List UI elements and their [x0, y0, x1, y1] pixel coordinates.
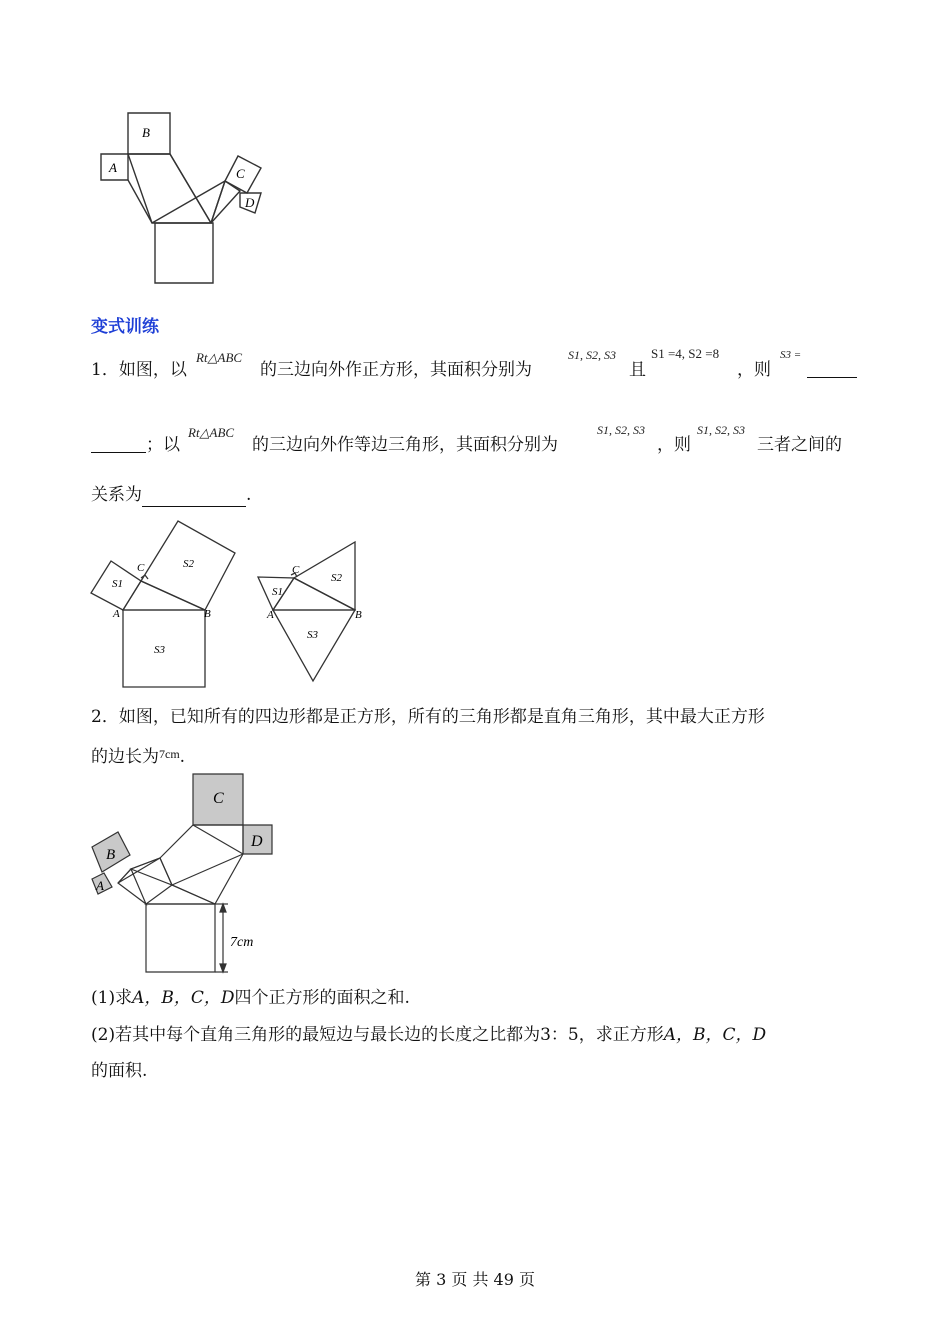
fig2-right-a: A: [267, 609, 274, 621]
q2-line2-prefix: 的边长为: [91, 747, 159, 767]
fig2-left-s3: S3: [154, 644, 165, 656]
q1-then: ，则: [737, 360, 771, 380]
q2-edge-length: 7cm: [159, 747, 180, 761]
q1-s3-eq: S3 =: [780, 349, 802, 361]
fig1-label-a: A: [109, 160, 117, 175]
section-heading: 变式训练: [91, 317, 159, 337]
fig3-label-c: C: [213, 790, 224, 807]
q1-answer-blank-2[interactable]: [142, 486, 246, 507]
q1-answer-blank-1a[interactable]: [807, 357, 857, 378]
q1-line1-mid: 的三边向外作正方形，其面积分别为: [260, 360, 532, 380]
q1-prefix: 1．如图，以: [91, 360, 187, 380]
fig2-left-s1: S1: [112, 578, 123, 590]
q1-s123-c: S1, S2, S3: [697, 423, 745, 437]
q2-sub2: [91, 1023, 766, 1047]
q1-line3-prefix: 关系为: [91, 485, 142, 505]
q1-then2: ，则: [657, 435, 691, 455]
figure-2-squares-and-triangles: [85, 515, 370, 693]
fig2-right-s2: S2: [331, 572, 342, 584]
q1-s123: S1, S2, S3: [568, 348, 616, 362]
q2-sub2-letters: A，B，C，D: [663, 1025, 767, 1045]
fig2-right-b: B: [355, 609, 362, 621]
q2-sub2-line2: 的面积.: [91, 1061, 148, 1081]
q2-line2-end: .: [179, 747, 186, 767]
q1-and: 且: [629, 360, 646, 380]
q2-line1: 2．如图，已知所有的四边形都是正方形，所有的三角形都是直角三角形，其中最大正方形: [91, 707, 765, 727]
fig3-label-a: A: [96, 878, 104, 893]
fig2-left-b: B: [204, 608, 211, 620]
q1-line3: [91, 483, 251, 507]
fig3-label-d: D: [251, 833, 263, 850]
q1-answer-blank-1b[interactable]: [91, 432, 146, 453]
fig2-right-c: C: [292, 564, 300, 576]
fig2-left-a: A: [113, 608, 120, 620]
fig1-label-b: B: [142, 125, 150, 140]
q2-sub1-end: 四个正方形的面积之和.: [234, 988, 410, 1008]
q1-line2-end: 三者之间的: [757, 435, 842, 455]
figure-1-pythagorean-squares: [95, 105, 275, 290]
q1-line3-end: .: [246, 485, 252, 505]
page-footer: 第 3 页 共 49 页: [415, 1270, 535, 1289]
q2-sub1: [91, 986, 410, 1010]
q1-s123-b: S1, S2, S3: [597, 423, 645, 437]
q1-rt-abc: Rt△ABC: [196, 350, 243, 365]
fig3-label-b: B: [106, 847, 116, 863]
q1-rt-abc-2: Rt△ABC: [188, 425, 235, 440]
fig2-right-s1: S1: [272, 586, 283, 598]
fig2-left-c: C: [137, 562, 145, 574]
q1-line1: [91, 358, 187, 382]
fig2-left-s2: S2: [183, 558, 194, 570]
q2-sub2-prefix: (2)若其中每个直角三角形的最短边与最长边的长度之比都为3：5，求正方形: [91, 1025, 664, 1045]
figure-3-pythagoras-tree: [88, 770, 288, 975]
q1-s-given: S1 =4, S2 =8: [651, 346, 720, 361]
fig2-right-s3: S3: [307, 629, 318, 641]
q2-line2: [91, 742, 185, 769]
q1-line2-prefix: ；以: [146, 435, 180, 455]
q2-sub1-letters: A，B，C，D: [132, 988, 235, 1008]
fig1-label-c: C: [236, 166, 245, 181]
fig1-label-d: D: [245, 195, 255, 210]
fig3-dimension: 7cm: [230, 935, 254, 950]
q2-sub1-prefix: (1)求: [91, 988, 133, 1008]
q1-line2-mid: 的三边向外作等边三角形，其面积分别为: [252, 435, 558, 455]
